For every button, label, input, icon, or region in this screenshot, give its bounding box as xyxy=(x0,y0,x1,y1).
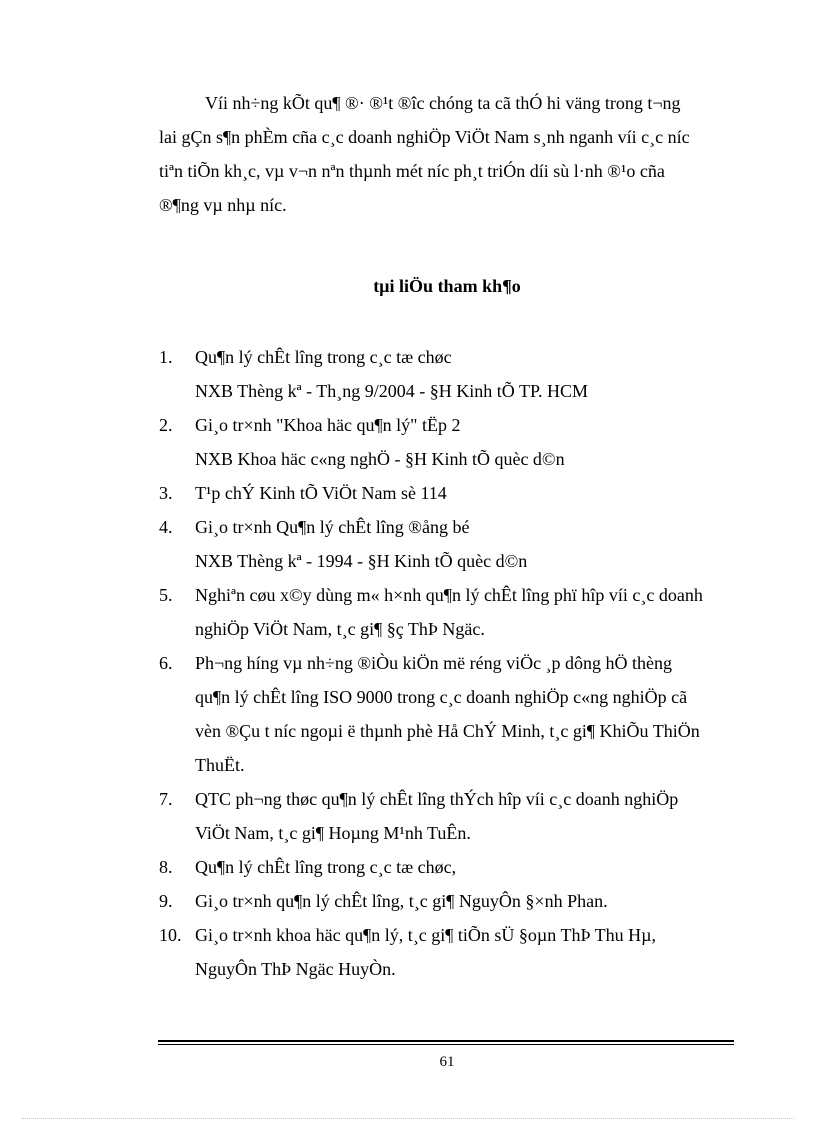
reference-line: QTC ph¬ng thøc qu¶n lý chÊt lîng thÝch hîp víi c¸c doanh nghiÖp xyxy=(195,789,679,809)
intro-line: ®¶ng vµ nhµ níc. xyxy=(159,195,287,215)
reference-item xyxy=(159,510,735,578)
reference-line: ThuËt. xyxy=(195,755,245,775)
reference-line: NguyÔn ThÞ Ngäc HuyÒn. xyxy=(195,959,396,979)
reference-item xyxy=(159,476,735,510)
reference-line: Nghiªn cøu x©y dùng m« h×nh qu¶n lý chÊt lîng phï hîp víi c¸c doanh xyxy=(195,585,703,605)
reference-line: qu¶n lý chÊt lîng ISO 9000 trong c¸c doanh nghiÖp c«ng nghiÖp cã xyxy=(195,687,688,707)
reference-line: Gi¸o tr×nh qu¶n lý chÊt lîng, t¸c gi¶ NguyÔn §×nh Phan. xyxy=(195,891,608,911)
reference-number: 4. xyxy=(159,517,173,537)
intro-line: tiªn tiÕn kh¸c, vµ v¬n nªn thµnh mét níc ph¸t triÓn díi sù l·nh ®¹o cña xyxy=(159,161,665,181)
reference-line: NXB Thèng kª - Th¸ng 9/2004 - §H Kinh tÕ TP. HCM xyxy=(195,381,588,401)
reference-line: NXB Thèng kª - 1994 - §H Kinh tÕ quèc d©n xyxy=(195,551,528,571)
reference-line: ViÖt Nam, t¸c gi¶ Hoµng M¹nh TuÊn. xyxy=(195,823,471,843)
reference-line: Gi¸o tr×nh "Khoa häc qu¶n lý" tËp 2 xyxy=(195,415,461,435)
intro-paragraph xyxy=(159,86,735,222)
reference-number: 10. xyxy=(159,925,182,945)
reference-line: Gi¸o tr×nh khoa häc qu¶n lý, t¸c gi¶ tiÕn sÜ §oµn ThÞ Thu Hµ, xyxy=(195,925,657,945)
reference-list xyxy=(159,340,735,986)
reference-number: 5. xyxy=(159,585,173,605)
reference-item xyxy=(159,782,735,850)
references-heading: tµi liÖu tham kh¶o xyxy=(373,276,521,296)
reference-line: Qu¶n lý chÊt lîng trong c¸c tæ chøc xyxy=(195,347,452,367)
reference-line: Gi¸o tr×nh Qu¶n lý chÊt lîng ®ång bé xyxy=(195,517,470,537)
reference-number: 1. xyxy=(159,347,173,367)
reference-item xyxy=(159,918,735,986)
reference-line: Qu¶n lý chÊt lîng trong c¸c tæ chøc, xyxy=(195,857,457,877)
page-number: 61 xyxy=(439,1054,455,1070)
reference-line: Ph¬ng híng vµ nh÷ng ®iÒu kiÖn më réng viÖc ¸p dông hÖ thèng xyxy=(195,653,673,673)
reference-line: NXB Khoa häc c«ng nghÖ - §H Kinh tÕ quèc d©n xyxy=(195,449,565,469)
reference-number: 6. xyxy=(159,653,173,673)
reference-number: 9. xyxy=(159,891,173,911)
reference-item xyxy=(159,850,735,884)
footer-rule xyxy=(158,1040,734,1045)
reference-line: T¹p chÝ Kinh tÕ ViÖt Nam sè 114 xyxy=(195,483,447,503)
reference-item xyxy=(159,408,735,476)
reference-number: 8. xyxy=(159,857,173,877)
reference-item xyxy=(159,884,735,918)
reference-number: 2. xyxy=(159,415,173,435)
intro-line: Víi nh÷ng kÕt qu¶ ®· ®¹t ®îc chóng ta cã thÓ hi väng trong t¬ng xyxy=(205,93,681,113)
reference-line: vèn ®Çu t níc ngoµi ë thµnh phè Hå ChÝ Minh, t¸c gi¶ KhiÕu ThiÖn xyxy=(195,721,700,741)
page-bottom-dotted-line xyxy=(22,1118,794,1119)
reference-item xyxy=(159,578,735,646)
reference-number: 3. xyxy=(159,483,173,503)
reference-item xyxy=(159,340,735,408)
reference-line: nghiÖp ViÖt Nam, t¸c gi¶ §ç ThÞ Ngäc. xyxy=(195,619,485,639)
intro-line: lai gÇn s¶n phÈm cña c¸c doanh nghiÖp ViÖt Nam s¸nh nganh víi c¸c níc xyxy=(159,127,690,147)
reference-item xyxy=(159,646,735,782)
reference-number: 7. xyxy=(159,789,173,809)
